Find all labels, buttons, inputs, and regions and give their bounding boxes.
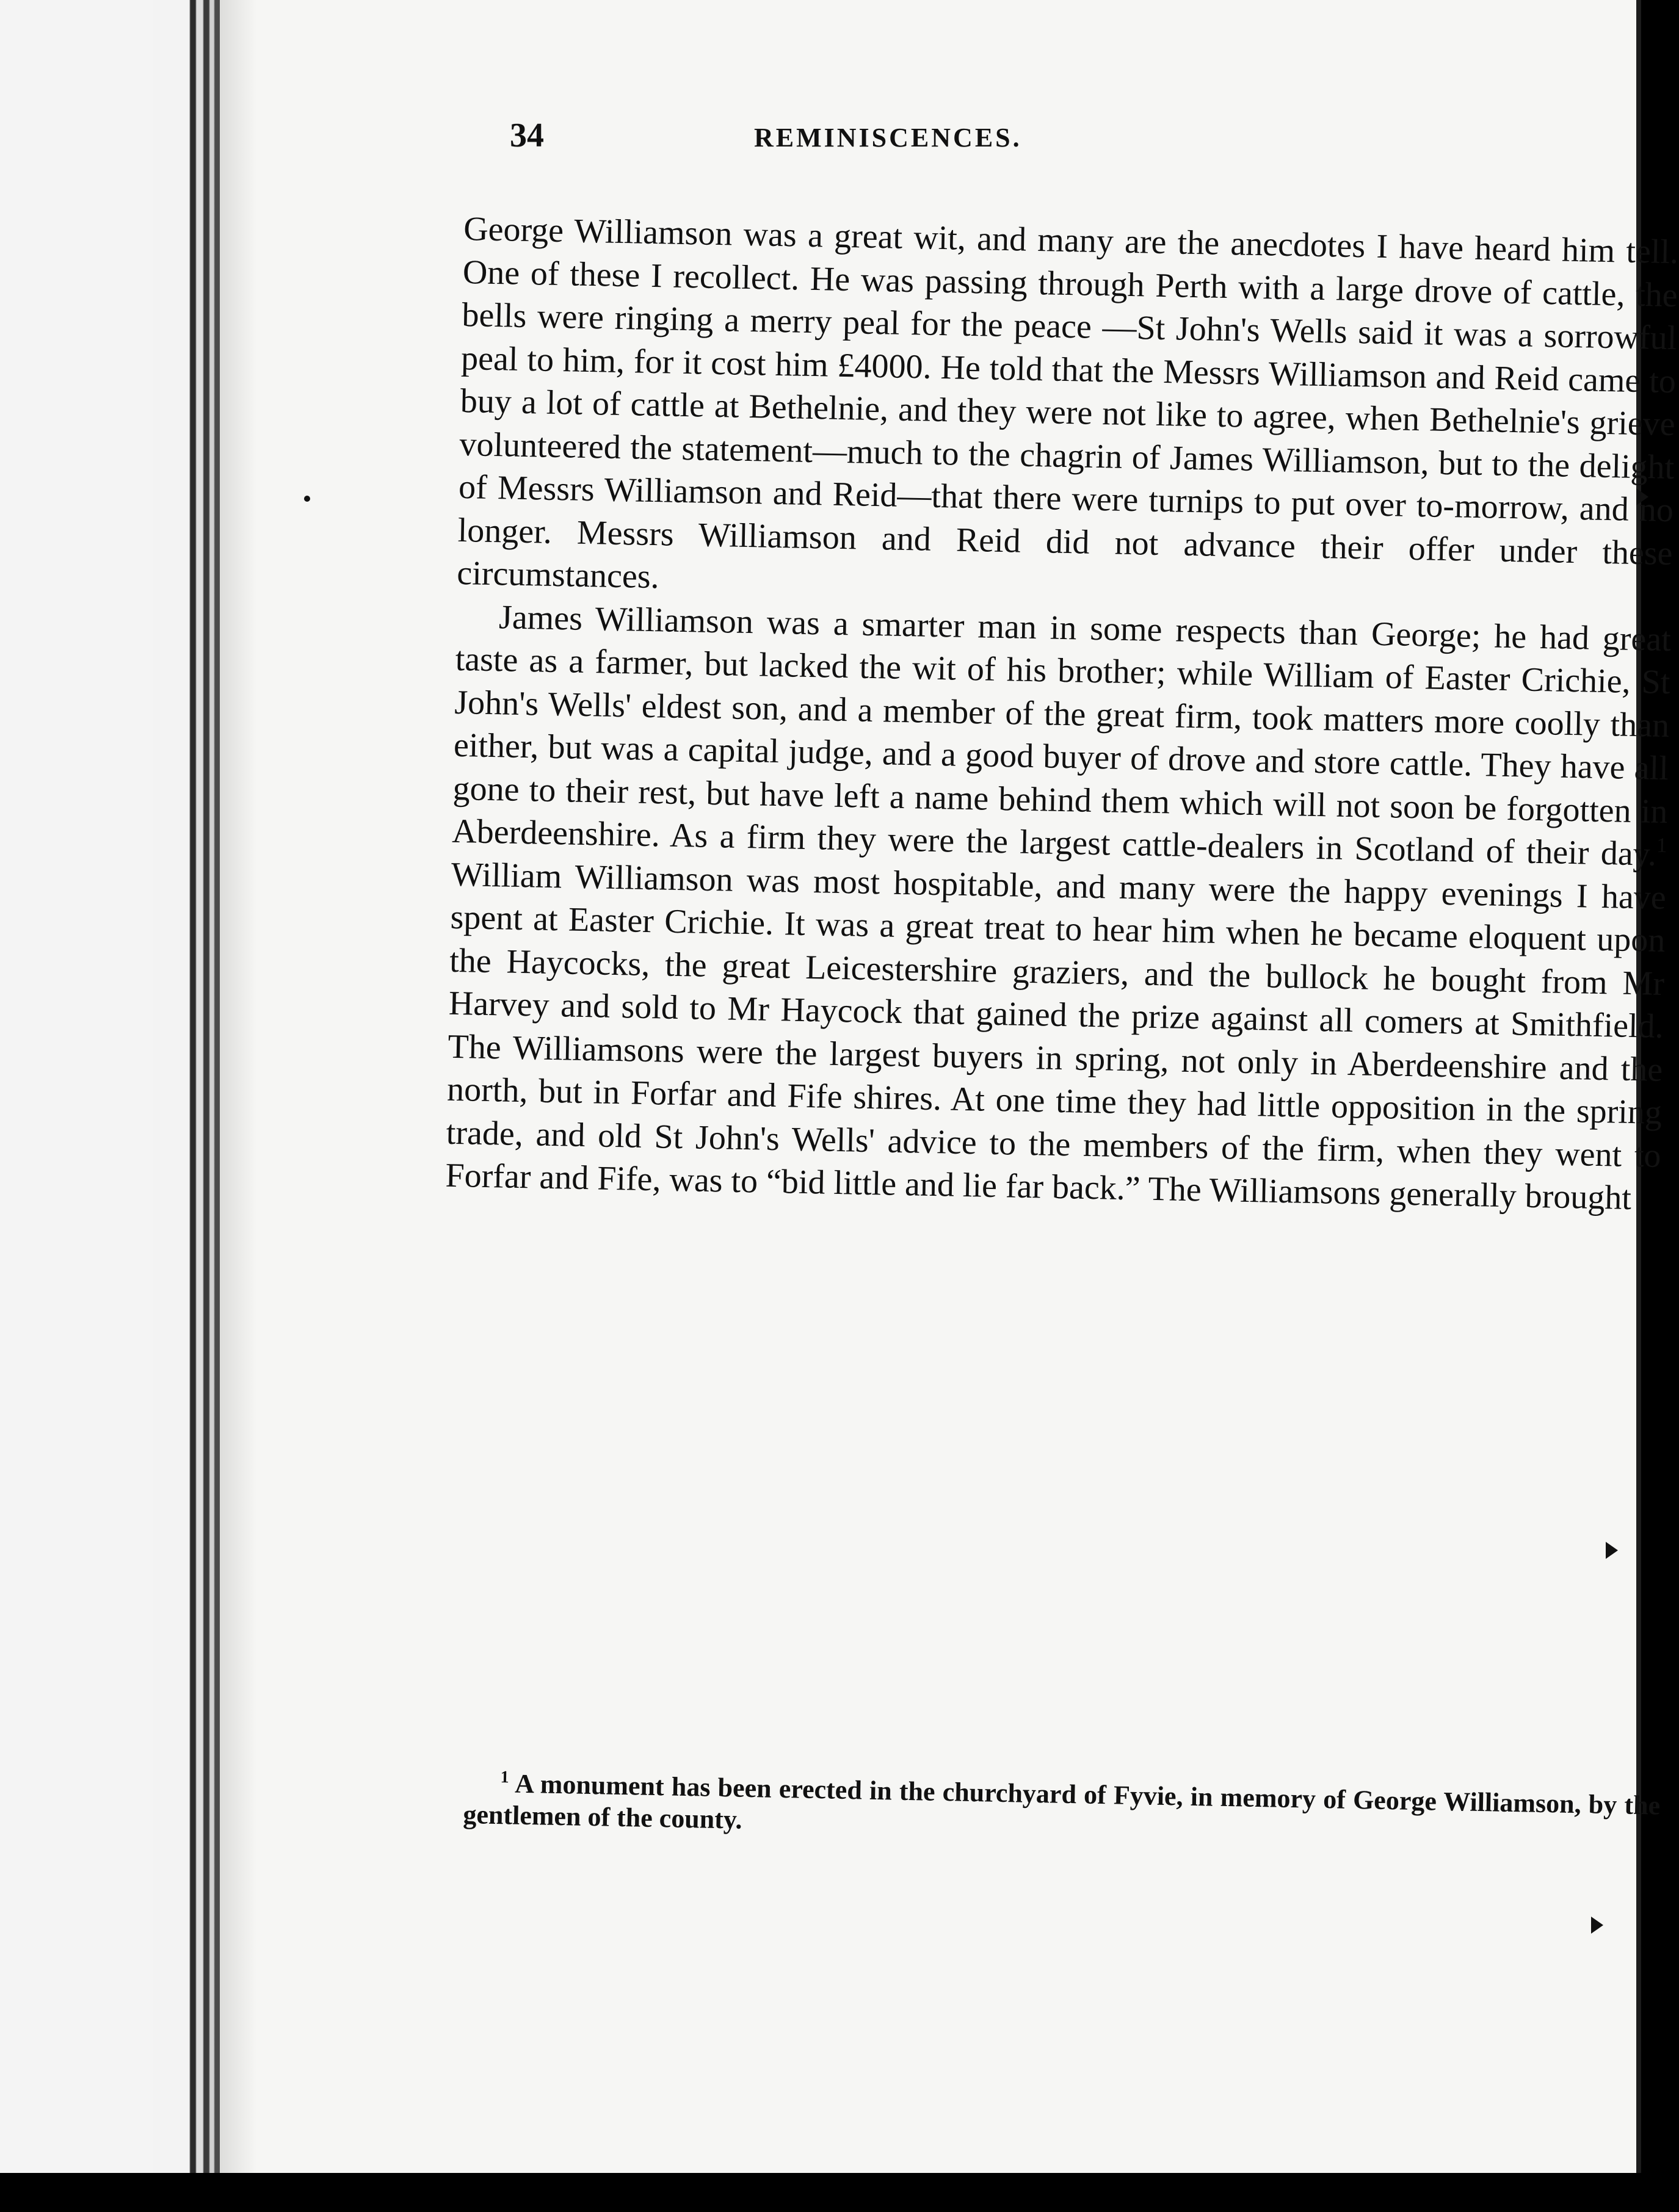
paragraph-text: James Williamson was a smarter man in some respects than George; he had great taste as a farmer, but lacked the wit of his brother; while William of Easter Crichie, St John's Wells' eldest son, and a member of the great firm, took matters more coolly than either, but was a capital judge, and a good buyer of drove and store cattle. They have all gone to their rest, but have left a name behind them which will not soon be forgotten in Aberdeenshire. As a firm they were the largest cattle-dealers in Scotland of their day. [451,598,1672,873]
footnote-marker: 1 [500,1768,509,1787]
paragraph-text: William Williamson was most hospitable, and many were the happy evenings I have spent at Easter Crichie. It was a great treat to hear him when he became eloquent upon the Haycocks, the great Leicestershire graziers, and the bullock he bought from Mr Harvey and sold to Mr Haycock that gained the prize against all comers at Smithfield. The Williamsons were the largest buyers in spring, not only in Aberdeenshire and the north, but in Forfar and Fife shires. At one time they had little opposition in the spring trade, and old St John's Wells' advice to the members of the firm, when they went to Forfar and Fife, was to “bid little and lie far back.” The Williamsons generally brought [444,855,1667,1217]
footnote [463,1767,1661,1854]
gutter-shadow [220,0,256,2173]
running-head [510,116,1371,165]
book-spine-edge [153,0,220,2173]
margin-dot-mark [304,496,310,502]
footnote-reference: 1 [1656,834,1667,858]
previous-leaf-edge [0,0,156,2173]
book-page [220,0,1679,2173]
body-text [445,208,1679,1220]
paragraph [445,595,1672,1220]
paragraph: George Williamson was a great wit, and many are the anecdotes I have heard him tell. One of these I recollect. He was passing through Perth with a large drove of cattle, the bells were ringing a merry peal for the peace —St John's Wells said it was a sorrowful peal to him, for it cost him £4000. He told that the Messrs Williamson and Reid came to buy a lot of cattle at Bethelnie, and they were not like to agree, when Bethelnie's grieve volunteered the statement—much to the chagrin of James Williamson, but to the delight of Messrs Williamson and Reid—that there were turnips to put over to-morrow, and no longer. Messrs Williamson and Reid did not advance their offer under these circumstances. [456,209,1679,596]
footnote-text: A monument has been erected in the churchyard of Fyvie, in memory of George Williamson, by the gentlemen of the county. [463,1768,1661,1835]
page-number: 34 [510,117,544,154]
margin-arrow-mark [1636,488,1648,505]
margin-arrow-mark [1591,1917,1603,1934]
running-title: REMINISCENCES. [754,123,1022,153]
margin-arrow-mark [1606,1542,1618,1559]
